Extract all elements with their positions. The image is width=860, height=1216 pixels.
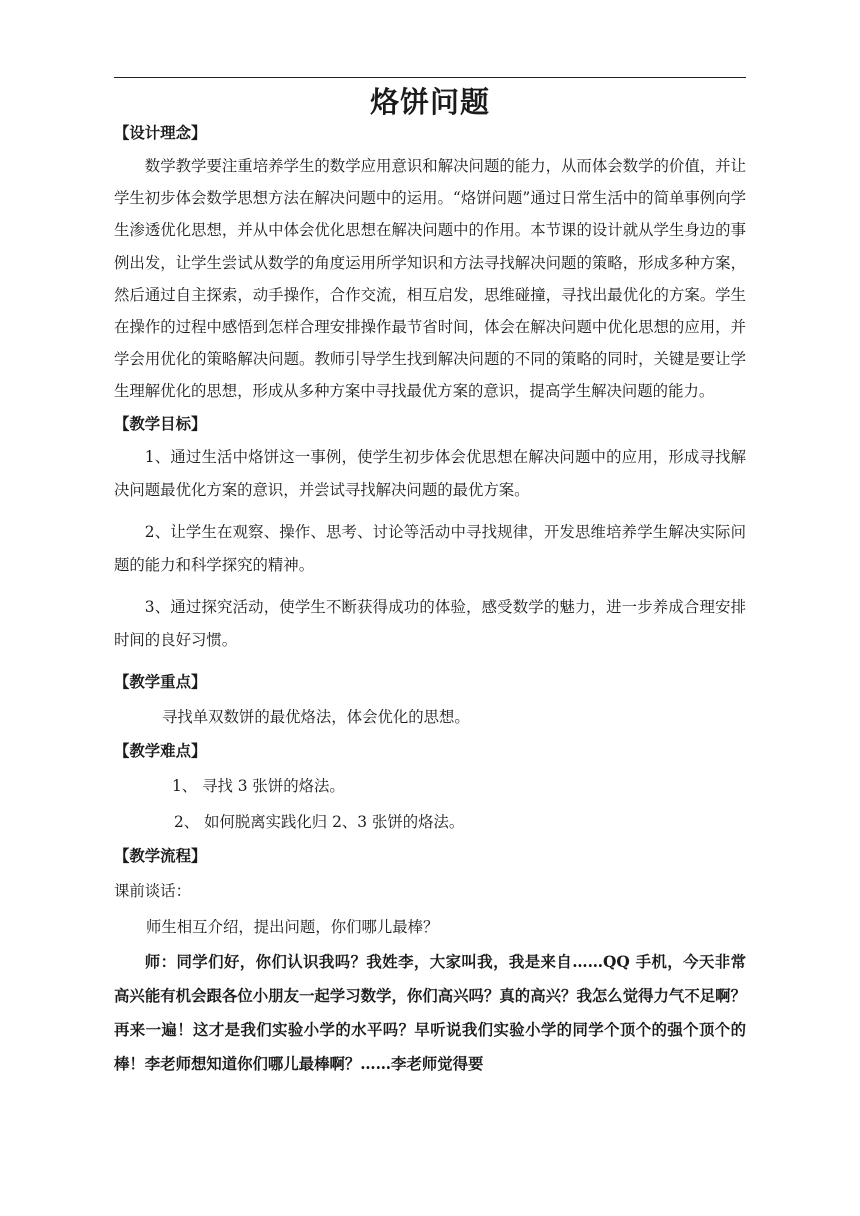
goal-item-1: 1、通过生活中烙饼这一事例，使学生初步体会优思想在解决问题中的应用，形成寻找解决问题最优化方案的意识，并尝试寻找解决问题的最优方案。 xyxy=(114,447,746,499)
goal-item-2: 2、让学生在观察、操作、思考、讨论等活动中寻找规律，开发思维培养学生解决实际问题的能力和科学探究的精神。 xyxy=(114,522,746,574)
header-rule xyxy=(114,77,746,78)
section-heading-design: 【设计理念】 xyxy=(114,124,207,142)
difficulty-item-2: 2、 如何脱离实践化归 2、3 张饼的烙法。 xyxy=(174,812,465,831)
teacher-dialog: 师：同学们好，你们认识我吗？我姓李，大家叫我，我是来自……QQ 手机，今天非常高兴能有机会跟各位小朋友一起学习数学，你们高兴吗？真的高兴？我怎么觉得力气不足啊？再来一遍！这才是我们实验小学的水平吗？早听说我们实验小学的同学个顶个的强个顶个的棒！李老师想知道你们哪儿最棒啊？……李老师觉得要 xyxy=(114,952,746,1073)
section-heading-key-points: 【教学重点】 xyxy=(114,672,207,691)
goal-item-3: 3、通过探究活动，使学生不断获得成功的体验，感受数学的魅力，进一步养成合理安排时间的良好习惯。 xyxy=(114,597,746,649)
difficulty-item-1: 1、 寻找 3 张饼的烙法。 xyxy=(172,776,345,795)
section-heading-difficulties: 【教学难点】 xyxy=(114,741,207,760)
process-line-1: 师生相互介绍，提出问题，你们哪儿最棒？ xyxy=(146,917,439,936)
key-points-text: 寻找单双数饼的最优烙法，体会优化的思想。 xyxy=(162,707,470,726)
process-intro: 课前谈话： xyxy=(114,881,191,900)
section-heading-process: 【教学流程】 xyxy=(114,846,207,865)
document-title: 烙饼问题 xyxy=(369,85,490,119)
design-paragraph: 数学教学要注重培养学生的数学应用意识和解决问题的能力，从而体会数学的价值，并让学生初步体会数学思想方法在解决问题中的运用。“烙饼问题”通过日常生活中的简单事例向学生渗透优化思想，并从中体会优化思想在解决问题中的作用。本节课的设计就从学生身边的事例出发，让学生尝试从数学的角度运用所学知识和方法寻找解决问题的策略，形成多种方案，然后通过自主探索，动手操作，合作交流，相互启发，思维碰撞，寻找出最优化的方案。学生在操作的过程中感悟到怎样合理安排操作最节省时间，体会在解决问题中优化思想的应用，并学会用优化的策略解决问题。教师引导学生找到解决问题的不同的策略的同时，关键是要让学生理解优化的思想，形成从多种方案中寻找最优方案的意识，提高学生解决问题的能力。 xyxy=(114,157,746,401)
document-content xyxy=(114,117,746,1081)
section-heading-goals: 【教学目标】 xyxy=(114,414,207,433)
